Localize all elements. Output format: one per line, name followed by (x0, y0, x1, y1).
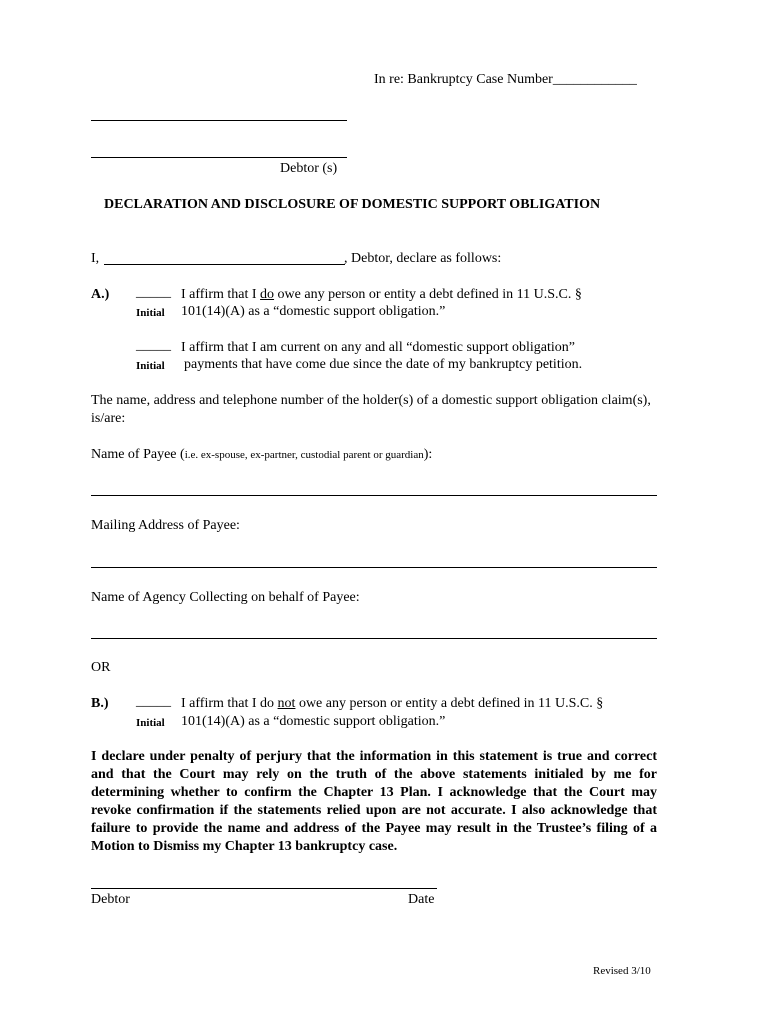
signature-date-label: Date (408, 892, 435, 907)
section-b-label: B.) (91, 696, 109, 711)
case-number-blank[interactable]: ____________ (552, 72, 637, 87)
declaration-paragraph: I declare under penalty of perjury that the information in this statement is true and correct and that the Court may rely on the truth of the above statements initialed by me for determining whether to confirm the Chapter 13 Plan. I acknowledge that the Court may revoke confirmation if the statements relied upon are not accurate. I also acknowledge that failure to provide the name and address of the Payee may result in the Trustee’s filing of a Motion to Dismiss my Chapter 13 bankruptcy case. (91, 749, 657, 854)
intro-suffix: , Debtor, declare as follows: (344, 251, 502, 266)
emphasis-not: not (277, 696, 296, 711)
section-a-item1-initial-label: Initial (136, 307, 165, 319)
section-b-item-blank[interactable]: _____ (136, 694, 171, 709)
payee-name-line[interactable] (91, 495, 657, 496)
section-a-item1-line1: I affirm that I do owe any person or entity a debt defined in 11 U.S.C. § (181, 287, 582, 302)
signature-debtor-label: Debtor (91, 892, 130, 907)
debtor-name-line-1[interactable] (91, 120, 347, 121)
section-a-item2-initial-label: Initial (136, 360, 165, 372)
or-label: OR (91, 660, 111, 675)
section-b-item-line1: I affirm that I do not owe any person or entity a debt defined in 11 U.S.C. § (181, 696, 604, 711)
agency-line[interactable] (91, 638, 657, 639)
section-a-item1-blank[interactable]: _____ (136, 285, 171, 300)
section-b-initial-label: Initial (136, 717, 165, 729)
document-title: DECLARATION AND DISCLOSURE OF DOMESTIC SUPPORT OBLIGATION (104, 197, 601, 212)
declarant-name-line[interactable] (104, 264, 345, 265)
section-b-item-line2: 101(14)(A) as a “domestic support obligation.” (181, 714, 446, 729)
signature-line[interactable] (91, 888, 437, 889)
emphasis-do: do (260, 287, 275, 302)
section-a-item1-line2: 101(14)(A) as a “domestic support obligation.” (181, 304, 446, 319)
section-a-item2-line1: I affirm that I am current on any and all “domestic support obligation” (181, 340, 575, 355)
payee-address-line[interactable] (91, 567, 657, 568)
section-a-item2-line2: payments that have come due since the date of my bankruptcy petition. (184, 357, 583, 372)
payee-name-label: Name of Payee (i.e. ex-spouse, ex-partner, custodial parent or guardian): (91, 447, 433, 462)
revision-note: Revised 3/10 (593, 965, 651, 977)
intro-prefix: I, (91, 251, 100, 266)
payee-address-label: Mailing Address of Payee: (91, 518, 240, 533)
payee-name-hint: i.e. ex-spouse, ex-partner, custodial parent or guardian (184, 449, 424, 461)
debtor-caption-label: Debtor (s) (280, 161, 338, 176)
section-a-item2-blank[interactable]: _____ (136, 338, 171, 353)
agency-label: Name of Agency Collecting on behalf of Payee: (91, 590, 360, 605)
case-number-line (374, 71, 637, 89)
debtor-name-line-2[interactable] (91, 157, 347, 158)
section-a-label: A.) (91, 287, 110, 302)
case-number-label: In re: Bankruptcy Case Number (374, 72, 553, 87)
holder-text: The name, address and telephone number of the holder(s) of a domestic support obligation claim(s), is/are: (91, 393, 651, 426)
